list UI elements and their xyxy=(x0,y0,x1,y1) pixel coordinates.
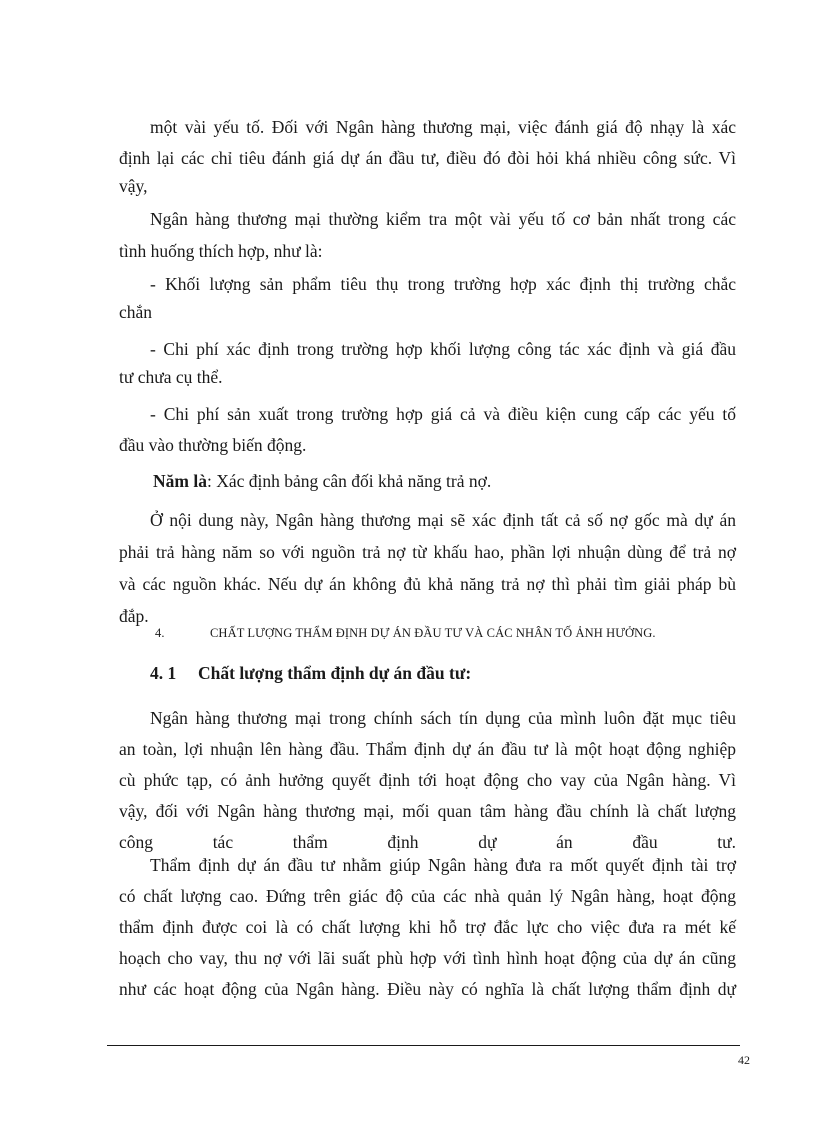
paragraph-debt-repayment xyxy=(119,506,736,630)
text-line: tình huống thích hợp, như là: xyxy=(119,241,323,261)
text-line: an toàn, lợi nhuận lên hàng đầu. Thẩm định dự án đầu tư là một hoạt động nghiệp xyxy=(119,739,736,759)
paragraph-sensitivity xyxy=(119,113,736,200)
text-line: Ở nội dung này, Ngân hàng thương mại sẽ xác định tất cả số nợ gốc mà dự án xyxy=(150,510,736,530)
section-number: 4. xyxy=(155,626,165,640)
text-line: vậy, đối với Ngân hàng thương mại, mối quan tâm hàng đầu chính là chất lượng xyxy=(119,801,736,821)
subsection-number: 4. 1 xyxy=(150,663,177,683)
bullet-item xyxy=(119,270,736,326)
paragraph-credit-policy xyxy=(119,704,736,856)
text-line: Ngân hàng thương mại trong chính sách tín dụng của mình luôn đặt mục tiêu xyxy=(150,708,736,728)
subsection-title: Chất lượng thẩm định dự án đầu tư: xyxy=(198,663,472,683)
page-number: 42 xyxy=(738,1053,750,1067)
step-label: Năm là xyxy=(153,471,207,491)
text-line: chắn xyxy=(119,302,153,322)
text-line: phải trả hàng năm so với nguồn trả nợ từ khấu hao, phần lợi nhuận dùng để trả nợ xyxy=(119,542,736,562)
text-line: đầu vào thường biến động. xyxy=(119,435,307,455)
text-line: tư chưa cụ thể. xyxy=(119,367,223,387)
text-line: có chất lượng cao. Đứng trên giác độ của các nhà quản lý Ngân hàng, hoạt động xyxy=(119,886,736,906)
bullet-item xyxy=(119,335,736,391)
text-line: định lại các chỉ tiêu đánh giá dự án đầu tư, điều đó đòi hỏi khá nhiều công sức. Vì xyxy=(119,148,736,168)
text-line: thẩm định được coi là có chất lượng khi hỗ trợ đắc lực cho việc đưa ra mét kế xyxy=(119,917,736,937)
step-text: : Xác định bảng cân đối khả năng trả nợ. xyxy=(206,471,492,491)
paragraph-appraisal-quality xyxy=(119,851,736,1003)
text-line: cù phức tạp, có ảnh hưởng quyết định tới hoạt động cho vay của Ngân hàng. Vì xyxy=(119,770,736,790)
text-line: vậy, xyxy=(119,176,148,196)
text-line: và các nguồn khác. Nếu dự án không đủ khả năng trả nợ thì phải tìm giải pháp bù xyxy=(119,574,736,594)
text-line: - Khối lượng sản phẩm tiêu thụ trong trường hợp xác định thị trường chắc xyxy=(150,274,736,294)
text-line: công tác thẩm định dự án đầu tư. xyxy=(119,832,736,852)
text-line: - Chi phí xác định trong trường hợp khối lượng công tác xác định và giá đầu xyxy=(150,339,736,359)
text-line: như các hoạt động của Ngân hàng. Điều này có nghĩa là chất lượng thẩm định dự xyxy=(119,979,736,999)
section-4-1-heading xyxy=(150,663,471,684)
text-line: Ngân hàng thương mại thường kiểm tra một vài yếu tố cơ bản nhất trong các xyxy=(150,209,736,229)
section-4-heading xyxy=(155,626,755,641)
text-line: đắp. xyxy=(119,606,149,626)
section-title: CHẤT LƯỢNG THẨM ĐỊNH DỰ ÁN ĐẦU TƯ VÀ CÁC NHÂN TỐ ẢNH HƯỞNG. xyxy=(210,626,656,640)
text-line: hoạch cho vay, thu nợ với lãi suất phù hợp với tình hình hoạt động của dự án cũng xyxy=(119,948,736,968)
paragraph-basic-factors xyxy=(119,205,736,265)
text-line xyxy=(119,467,736,495)
text-line: Thẩm định dự án đầu tư nhằm giúp Ngân hàng đưa ra mốt quyết định tài trợ xyxy=(150,855,736,875)
footer-divider xyxy=(107,1045,740,1046)
bullet-item xyxy=(119,400,736,459)
paragraph-step-five xyxy=(119,467,736,495)
text-line: - Chi phí sản xuất trong trường hợp giá cả và điều kiện cung cấp các yếu tố xyxy=(150,404,736,424)
text-line: một vài yếu tố. Đối với Ngân hàng thương mại, việc đánh giá độ nhạy là xác xyxy=(150,117,736,137)
